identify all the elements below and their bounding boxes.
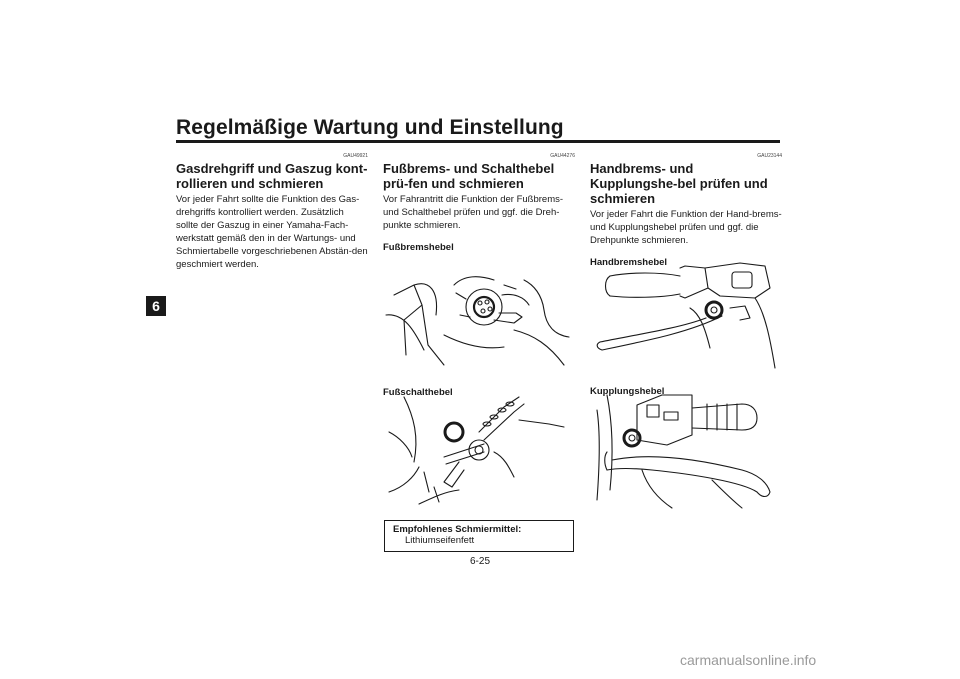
lubricant-value: Lithiumseifenfett [405,535,475,546]
brake-pedal-illustration [384,275,574,375]
section-code: GAU44276 [550,153,575,159]
page-number: 6-25 [469,556,490,567]
section-body: Vor jeder Fahrt sollte die Funktion des Gas-drehgriffs kontrolliert werden. Zusätzlich sollte der Gaszug in einer Yamaha-Fach-werkstatt gemäß den in der Wartungs- und Schmiertabelle vorgeschriebenen Abstän-den geschmiert werden. [176,194,368,270]
figure-label-shift-lever: Fußschalthebel [383,387,453,398]
lubricant-note [384,520,574,552]
clutch-lever-illustration [592,390,782,515]
section-body: Vor Fahrantritt die Funktion der Fußbrems- und Schalthebel prüfen und ggf. die Dreh-punkte schmieren. [383,194,564,231]
section-hand-levers [590,152,782,269]
chapter-tab: 6 [146,296,166,316]
section-foot-levers [383,152,575,254]
section-title: Handbrems- und Kupplungshe-bel prüfen und schmieren [590,161,768,206]
figure-label-clutch-lever: Kupplungshebel [590,386,665,397]
figure-label-brake-lever: Handbremshebel [590,257,668,268]
section-throttle [176,152,368,271]
section-title: Fußbrems- und Schalthebel prü-fen und schmieren [383,161,555,191]
figure-label-brake-pedal: Fußbremshebel [383,242,454,253]
shift-lever-illustration [384,392,574,515]
watermark: carmanualsonline.info [680,652,817,668]
section-code: GAU49921 [343,153,368,159]
lubricant-title: Empfohlenes Schmiermittel: [393,524,522,535]
section-title: Gasdrehgriff und Gaszug kont-rollieren und schmieren [176,161,368,191]
hand-brake-lever-illustration [590,258,780,375]
header-rule [176,140,780,143]
section-code: GAU23144 [757,153,782,159]
section-body: Vor jeder Fahrt die Funktion der Hand-brems- und Kupplungshebel prüfen und ggf. die Drehpunkte schmieren. [590,209,782,246]
page-header-title: Regelmäßige Wartung und Einstellung [176,116,564,139]
